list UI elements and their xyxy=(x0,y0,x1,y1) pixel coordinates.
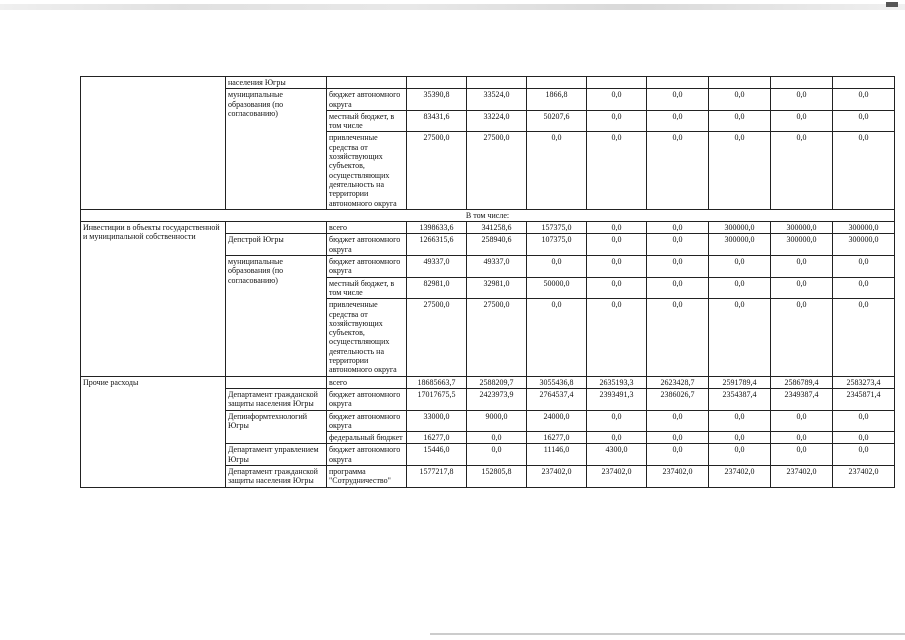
org-cell: Департамент управлением Югры xyxy=(226,444,327,466)
value-cell: 0,0 xyxy=(587,277,647,299)
value-cell: 0,0 xyxy=(771,256,833,278)
org-cell xyxy=(226,222,327,234)
value-cell: 27500,0 xyxy=(407,132,467,209)
value-cell: 0,0 xyxy=(771,299,833,376)
value-cell: 82981,0 xyxy=(407,277,467,299)
source-cell: местный бюджет, в том числе xyxy=(327,110,407,132)
value-cell: 0,0 xyxy=(587,222,647,234)
value-cell: 2764537,4 xyxy=(527,388,587,410)
source-cell: бюджет автономного округа xyxy=(327,388,407,410)
budget-table xyxy=(80,76,895,488)
value-cell: 0,0 xyxy=(647,410,709,432)
value-cell: 0,0 xyxy=(771,432,833,444)
value-cell: 0,0 xyxy=(647,132,709,209)
value-cell: 0,0 xyxy=(833,277,895,299)
value-cell: 24000,0 xyxy=(527,410,587,432)
value-cell: 237402,0 xyxy=(771,465,833,487)
value-cell: 83431,6 xyxy=(407,110,467,132)
value-cell: 4300,0 xyxy=(587,444,647,466)
value-cell: 15446,0 xyxy=(407,444,467,466)
value-cell: 152805,8 xyxy=(467,465,527,487)
value-cell: 0,0 xyxy=(833,110,895,132)
value-cell: 237402,0 xyxy=(709,465,771,487)
source-cell: местный бюджет, в том числе xyxy=(327,277,407,299)
value-cell: 0,0 xyxy=(771,132,833,209)
source-cell: всего xyxy=(327,376,407,388)
value-cell: 0,0 xyxy=(771,410,833,432)
org-cell: Департамент гражданской защиты населения Югры xyxy=(226,388,327,410)
value-cell: 27500,0 xyxy=(407,299,467,376)
table-row xyxy=(81,77,895,89)
value-cell: 0,0 xyxy=(467,432,527,444)
value-cell: 0,0 xyxy=(709,299,771,376)
value-cell: 3055436,8 xyxy=(527,376,587,388)
value-cell: 1577217,8 xyxy=(407,465,467,487)
value-cell: 2586789,4 xyxy=(771,376,833,388)
value-cell: 300000,0 xyxy=(833,234,895,256)
value-cell: 0,0 xyxy=(771,89,833,111)
value-cell: 237402,0 xyxy=(647,465,709,487)
value-cell: 0,0 xyxy=(587,132,647,209)
org-cell: Департамент гражданской защиты населения Югры xyxy=(226,465,327,487)
value-cell: 27500,0 xyxy=(467,299,527,376)
value-cell: 0,0 xyxy=(771,277,833,299)
section-row xyxy=(81,209,895,221)
value-cell: 0,0 xyxy=(709,432,771,444)
org-cell: Депстрой Югры xyxy=(226,234,327,256)
value-cell: 0,0 xyxy=(647,234,709,256)
value-cell: 18685663,7 xyxy=(407,376,467,388)
value-cell: 0,0 xyxy=(647,222,709,234)
value-cell: 2635193,3 xyxy=(587,376,647,388)
value-cell: 0,0 xyxy=(647,277,709,299)
value-cell: 0,0 xyxy=(587,89,647,111)
value-cell: 0,0 xyxy=(833,432,895,444)
source-cell: бюджет автономного округа xyxy=(327,89,407,111)
value-cell: 0,0 xyxy=(587,410,647,432)
value-cell: 33524,0 xyxy=(467,89,527,111)
value-cell: 0,0 xyxy=(527,299,587,376)
value-cell: 0,0 xyxy=(647,256,709,278)
value-cell: 0,0 xyxy=(771,444,833,466)
value-cell: 237402,0 xyxy=(833,465,895,487)
value-cell: 33000,0 xyxy=(407,410,467,432)
value-cell: 237402,0 xyxy=(527,465,587,487)
item-title: Прочие расходы xyxy=(81,376,226,487)
value-cell: 0,0 xyxy=(647,89,709,111)
value-cell: 0,0 xyxy=(709,256,771,278)
value-cell: 2393491,3 xyxy=(587,388,647,410)
value-cell: 50207,6 xyxy=(527,110,587,132)
value-cell: 2345871,4 xyxy=(833,388,895,410)
value-cell: 2583273,4 xyxy=(833,376,895,388)
value-cell: 0,0 xyxy=(709,444,771,466)
value-cell: 300000,0 xyxy=(709,234,771,256)
value-cell: 0,0 xyxy=(527,132,587,209)
value-cell: 300000,0 xyxy=(709,222,771,234)
org-cell: Депинформтехнологий Югры xyxy=(226,410,327,444)
value-cell: 1266315,6 xyxy=(407,234,467,256)
scan-artifact-top xyxy=(0,4,905,10)
value-cell: 0,0 xyxy=(587,110,647,132)
value-cell: 300000,0 xyxy=(833,222,895,234)
source-cell: привлеченные средства от хозяйствующих субъектов, осуществляющих деятельность на территории автономного округа xyxy=(327,299,407,376)
value-cell: 0,0 xyxy=(647,110,709,132)
value-cell: 237402,0 xyxy=(587,465,647,487)
value-cell: 11146,0 xyxy=(527,444,587,466)
value-cell: 0,0 xyxy=(833,132,895,209)
value-cell: 2591789,4 xyxy=(709,376,771,388)
item-title: Инвестиции в объекты государственной и муниципальной собственности xyxy=(81,222,226,376)
value-cell: 0,0 xyxy=(833,299,895,376)
value-cell: 0,0 xyxy=(587,256,647,278)
value-cell: 17017675,5 xyxy=(407,388,467,410)
value-cell: 0,0 xyxy=(587,299,647,376)
table-row xyxy=(81,222,895,234)
value-cell: 27500,0 xyxy=(467,132,527,209)
value-cell: 2386026,7 xyxy=(647,388,709,410)
source-cell: бюджет автономного округа xyxy=(327,410,407,432)
source-cell: бюджет автономного округа xyxy=(327,444,407,466)
value-cell: 35390,8 xyxy=(407,89,467,111)
scan-mark xyxy=(886,2,898,7)
value-cell: 1866,8 xyxy=(527,89,587,111)
value-cell: 0,0 xyxy=(709,110,771,132)
value-cell: 1398633,6 xyxy=(407,222,467,234)
source-cell: бюджет автономного округа xyxy=(327,234,407,256)
value-cell: 2349387,4 xyxy=(771,388,833,410)
org-cell: муниципальные образования (по согласованию) xyxy=(226,89,327,210)
value-cell: 0,0 xyxy=(647,444,709,466)
value-cell: 0,0 xyxy=(833,444,895,466)
source-cell: программа "Сотрудничество" xyxy=(327,465,407,487)
value-cell: 49337,0 xyxy=(407,256,467,278)
value-cell: 0,0 xyxy=(709,277,771,299)
value-cell: 341258,6 xyxy=(467,222,527,234)
value-cell: 0,0 xyxy=(527,256,587,278)
value-cell: 0,0 xyxy=(467,444,527,466)
value-cell: 9000,0 xyxy=(467,410,527,432)
value-cell: 2623428,7 xyxy=(647,376,709,388)
source-cell: федеральный бюджет xyxy=(327,432,407,444)
scan-artifact-bottom xyxy=(430,633,905,635)
source-cell: бюджет автономного округа xyxy=(327,256,407,278)
source-cell: всего xyxy=(327,222,407,234)
value-cell: 258940,6 xyxy=(467,234,527,256)
source-cell: привлеченные средства от хозяйствующих субъектов, осуществляющих деятельность на территории автономного округа xyxy=(327,132,407,209)
prev-item-cell xyxy=(81,77,226,210)
value-cell: 0,0 xyxy=(833,89,895,111)
value-cell: 16277,0 xyxy=(527,432,587,444)
org-cell: населения Югры xyxy=(226,77,327,89)
value-cell: 107375,0 xyxy=(527,234,587,256)
value-cell: 0,0 xyxy=(709,410,771,432)
value-cell: 2354387,4 xyxy=(709,388,771,410)
value-cell: 50000,0 xyxy=(527,277,587,299)
value-cell: 49337,0 xyxy=(467,256,527,278)
org-cell: муниципальные образования (по согласованию) xyxy=(226,256,327,377)
value-cell: 0,0 xyxy=(833,256,895,278)
value-cell: 0,0 xyxy=(709,132,771,209)
table-row xyxy=(81,376,895,388)
value-cell: 157375,0 xyxy=(527,222,587,234)
section-label: В том числе: xyxy=(81,209,895,221)
value-cell: 33224,0 xyxy=(467,110,527,132)
value-cell: 0,0 xyxy=(587,234,647,256)
value-cell: 2423973,9 xyxy=(467,388,527,410)
value-cell: 2588209,7 xyxy=(467,376,527,388)
value-cell: 0,0 xyxy=(709,89,771,111)
value-cell: 16277,0 xyxy=(407,432,467,444)
value-cell: 300000,0 xyxy=(771,222,833,234)
value-cell: 0,0 xyxy=(771,110,833,132)
value-cell: 0,0 xyxy=(647,432,709,444)
value-cell: 0,0 xyxy=(833,410,895,432)
value-cell: 300000,0 xyxy=(771,234,833,256)
value-cell: 32981,0 xyxy=(467,277,527,299)
org-cell xyxy=(226,376,327,388)
value-cell: 0,0 xyxy=(587,432,647,444)
value-cell: 0,0 xyxy=(647,299,709,376)
